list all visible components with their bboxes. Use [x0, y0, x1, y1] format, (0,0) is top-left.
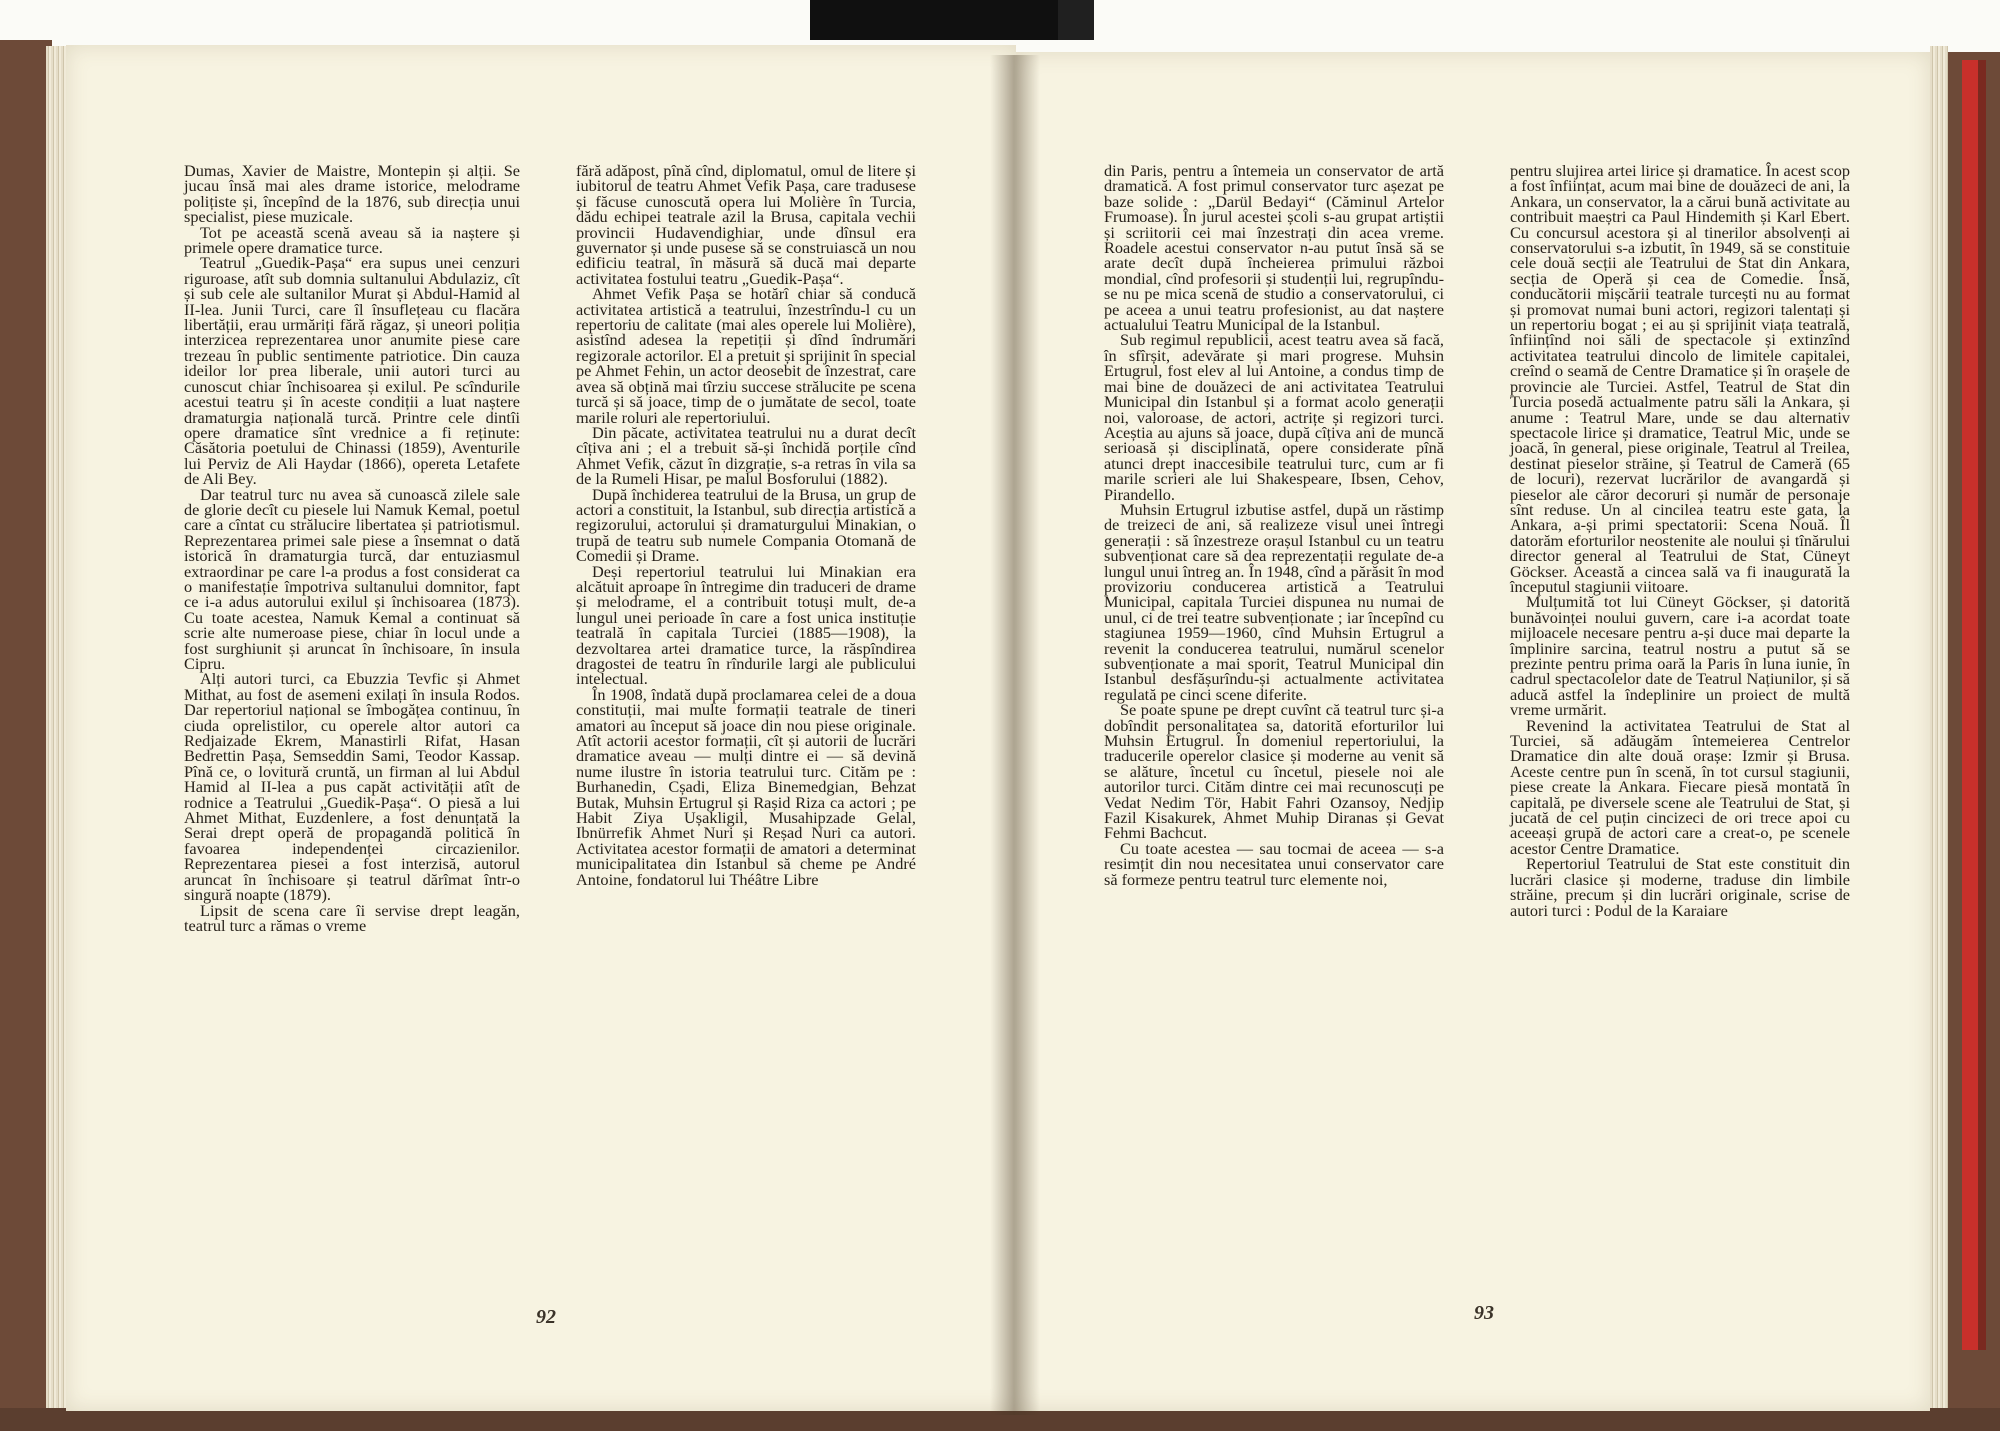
right-page-column-2: [1510, 163, 1850, 918]
top-dark-band-left: [810, 0, 1058, 40]
paragraph: După închiderea teatrului de la Brusa, un grup de actori a constituit, la Istanbul, sub direcția artistică a regizorului, actorului și dramaturgului Minakian, o trupă de teatru sub numele Compania Otomană de Comedii și Drame.: [576, 484, 916, 566]
book-cover-left: [0, 40, 52, 1431]
paragraph: Din păcate, activitatea teatrului nu a durat decît cîțiva ani ; el a trebuit să-și închidă porțile cînd Ahmet Vefik, căzut în dizgrație, s-a retras în vila sa de la Rumeli Hisar, pe malul Bosforului (1882).: [576, 422, 916, 489]
left-page-column-1: [184, 163, 520, 933]
right-page-column-1: [1104, 163, 1444, 887]
paragraph: Dumas, Xavier de Maistre, Montepin și alții. Se jucau însă mai ales drame istorice, melodrame polițiste și, începînd de la 1876, sub direcția unui specialist, piese muzicale.: [184, 161, 520, 227]
paragraph: Deși repertoriul teatrului lui Minakian era alcătuit aproape în întregime din traduceri de drame și melodrame, el a contribuit totuși mult, de-a lungul unei perioade în care a fost unica instituție teatrală în capitala Turciei (1885—1908), la dezvoltarea artei dramatice turce, la răspîndirea dragostei de teatru în rîndurile largi ale publicului intelectual.: [576, 561, 916, 689]
paragraph: Cu toate acestea — sau tocmai de aceea — s-a resimțit din nou necesitatea unui conservator care să formeze pentru teatrul turc elemente noi,: [1104, 838, 1444, 889]
paragraph: Muhsin Ertugrul izbutise astfel, după un răstimp de treizeci de ani, să realizeze visul unei întregi generații : să înzestreze orașul Istanbul cu un teatru subvenționat care să dea reprezentații regulate de-a lungul unui întreg an. În 1948, cînd a părăsit în mod provizoriu conducerea artistică a Teatrului Municipal, capitala Turciei dispunea nu numai de unul, ci de trei teatre subvenționate ; iar începînd cu stagiunea 1959—1960, cînd Muhsin Ertugrul a revenit la conducerea teatrului, numărul scenelor subvenționate a mai sporit, Teatrul Municipal din Istanbul desfășurîndu-și actualmente activitatea regulată pe cinci scene diferite.: [1104, 499, 1444, 704]
page-number-left: 92: [536, 1306, 556, 1328]
paragraph: din Paris, pentru a întemeia un conservator de artă dramatică. A fost primul conservator turc așezat pe baze solide : „Darül Bedayi“ (Căminul Artelor Frumoase). În jurul acestei școli s-au grupat artiștii și scriitorii cei mai înzestrați din acea vreme. Roadele acestui conservator n-au putut însă să se arate decît după încheierea primului război mondial, cînd profesorii și studenții lui, regrupîndu-se nu pe mica scenă de studio a conservatorului, ci pe aceea a unui teatru profesionist, au dat naștere actualului Teatru Municipal de la Istanbul.: [1104, 161, 1444, 335]
paragraph: Se poate spune pe drept cuvînt că teatrul turc și-a dobîndit personalitatea sa, datorită eforturilor lui Muhsin Ertugrul. În domeniul repertoriului, la traducerile operelor clasice și moderne au venit să se alăture, încetul cu încetul, piesele noi ale autorilor turci. Cităm dintre cei mai recunoscuți pe Vedat Nedim Tör, Habit Fahri Ozansoy, Nedjip Fazil Kisakurek, Ahmet Muhip Diranas și Gevat Fehmi Bachcut.: [1104, 700, 1444, 843]
page-edges-left: [46, 46, 66, 1416]
paragraph: Revenind la activitatea Teatrului de Stat al Turciei, să adăugăm întemeierea Centrelor Dramatice din alte două orașe: Izmir și Brusa. Aceste centre pun în scenă, în tot cursul stagiunii, piese create la Ankara. Fiecare piesă montată în capitală, pe diversele scene ale Teatrului de Stat, și jucată de cel puțin cincizeci de ori trece apoi cu aceeași grupă de actori care a creat-o, pe scenele acestor Centre Dramatice.: [1510, 715, 1850, 858]
paragraph: Teatrul „Guedik-Pașa“ era supus unei cenzuri riguroase, atît sub domnia sultanului Abdulaziz, cît și sub cele ale sultanilor Murat și Abdul-Hamid al II-lea. Junii Turci, care îl însuflețeau cu flacăra libertății, erau urmăriți fără răgaz, și uneori poliția interzicea reprezentarea unor anumite piese care trezeau în public sentimente patriotice. Din cauza ideilor lor prea liberale, unii autori turci au cunoscut chiar închisoarea și exilul. Pe scîndurile acestui teatru și în aceste condiții a luat naștere dramaturgia națională turcă. Printre cele dintîi opere dramatice sînt vrednice a fi reținute: Căsătoria poetului de Chinassi (1859), Aventurile lui Perviz de Ali Haydar (1866), opereta Letafete de Ali Bey.: [184, 253, 520, 489]
page-number-right: 93: [1474, 1302, 1494, 1324]
left-page-column-2: [576, 163, 916, 887]
paragraph: pentru slujirea artei lirice și dramatice. În acest scop a fost înființat, acum mai bine de douăzeci de ani, la Ankara, un conservator, la a cărui bună activitate au contribuit maeștri ca Paul Hindemith și Karl Ebert. Cu concursul acestora și al tinerilor absolvenți ai conservatorului s-a izbutit, în 1949, să se constituie cele două secții ale Teatrului de Stat din Ankara, secția de Operă și cea de Comedie. Însă, conducătorii mișcării teatrale turcești nu au format și promovat numai buni actori, regizori talentați și un repertoriu bogat ; ei au și sprijinit viața teatrală, înființînd noi săli de spectacole și extinzînd activitatea teatrului dincolo de limitele capitalei, creînd o seamă de Centre Dramatice și în orașele de provincie ale Turciei. Astfel, Teatrul de Stat din Turcia posedă actualmente patru săli la Ankara, și anume : Teatrul Mare, unde se dau alternativ spectacole lirice și dramatice, Teatrul Mic, unde se joacă, în general, piese originale, Teatrul al Treilea, destinat pieselor străine, și Teatrul de Cameră (65 de locuri), rezervat lucrărilor de avangardă și pieselor ale căror decoruri și număr de personaje sînt reduse. Un al cincilea teatru este gata, la Ankara, a-și primi spectatorii: Scena Nouă. Îl datorăm eforturilor neostenite ale noului și tînărului director general al Teatrului de Stat, Cüneyt Göckser. Această a cincea sală va fi inaugurată la începutul stagiunii viitoare.: [1510, 161, 1850, 596]
paragraph: Tot pe această scenă aveau să ia naștere și primele opere dramatice turce.: [184, 222, 520, 258]
paragraph: Sub regimul republicii, acest teatru avea să facă, în sfîrșit, adevărate și mari progrese. Muhsin Ertugrul, fost elev al lui Antoine, a condus timp de mai bine de douăzeci de ani activitatea Teatrului Municipal din Istanbul și a format acolo generații noi, valoroase, de actori, actrițe și regizori turci. Aceștia au ajuns să joace, după cîțiva ani de muncă serioasă și disciplinată, opere considerate pînă atunci drept inaccesibile teatrului turc, cum ar fi marile scrieri ale lui Shakespeare, Ibsen, Cehov, Pirandello.: [1104, 330, 1444, 504]
bookmark-ribbon-shade: [1978, 60, 1986, 1350]
top-dark-band-right: [1058, 0, 1094, 40]
bookmark-ribbon: [1962, 60, 1978, 1350]
paragraph: Ahmet Vefik Pașa se hotărî chiar să conducă activitatea artistică a teatrului, înzestrîndu-l cu un repertoriu de calitate (mai ales operele lui Molière), asistînd adesea la repetiții și dînd îndrumări regizorale actorilor. El a pretuit și sprijinit în special pe Ahmet Fehin, un actor deosebit de înzestrat, care avea să obțină mai tîrziu succese strălucite pe scena turcă și să joace, timp de o jumătate de secol, toate marile roluri ale repertoriului.: [576, 284, 916, 427]
paragraph: Repertoriul Teatrului de Stat este constituit din lucrări clasice și moderne, traduse din limbile străine, precum și din lucrări originale, scrise de autori turci : Podul de la Karaiare: [1510, 854, 1850, 920]
paragraph: Alți autori turci, ca Ebuzzia Tevfic și Ahmet Mithat, au fost de asemeni exilați în insula Rodos. Dar repertoriul național se îmbogățea continuu, în ciuda oprelistilor, cu operele altor autori ca Redjaizade Ekrem, Manastirli Rifat, Hasan Bedrettin Pașa, Semseddin Sami, Teodor Kassap. Pînă ce, o lovitură cruntă, un firman al lui Abdul Hamid al II-lea a pus capăt activității atît de rodnice a Teatrului „Guedik-Pașa“. O piesă a lui Ahmet Mithat, Euzdenlere, a fost denunțată la Serai drept operă de propagandă politică în favoarea independenței circazienilor. Reprezentarea piesei a fost interzisă, autorul aruncat în închisoare și teatrul dărîmat într-o singură noapte (1879).: [184, 669, 520, 905]
gutter-fold: [990, 55, 1040, 1415]
paragraph: Lipsit de scena care îi servise drept leagăn, teatrul turc a rămas o vreme: [184, 900, 520, 935]
paragraph: În 1908, îndată după proclamarea celei de a doua constituții, mai multe formații teatrale de tineri amatori au început să joace din nou piese originale. Atît actorii acestor formații, cît și autorii de lucrări dramatice aveau — mulți dintre ei — să devină nume ilustre în istoria teatrului turc. Cităm pe : Burhanedin, Cșadi, Eliza Binemedgian, Behzat Butak, Muhsin Ertugrul și Rașid Riza ca actori ; pe Habit Ziya Ușakligil, Musahipzade Gelal, Ibnürrefik Ahmet Nuri și Reșad Nuri ca autori. Activitatea acestor formații de amatori a determinat municipalitatea din Istanbul să cheme pe André Antoine, fondatorul lui Théâtre Libre: [576, 684, 916, 889]
paragraph: Mulțumită tot lui Cüneyt Göckser, și datorită bunăvoinței noului guvern, care i-a acordat toate mijloacele necesare pentru a-și duce mai departe la împlinire sarcina, teatrul nostru a putut să se prezinte pentru prima oară la Paris în luna iunie, în cadrul spectacolelor date de Teatrul Națiunilor, și să aducă astfel la îndeplinire un proiect de multă vreme urmărit.: [1510, 592, 1850, 720]
paragraph: Dar teatrul turc nu avea să cunoască zilele sale de glorie decît cu piesele lui Namuk Kemal, poetul care a cîntat cu strălucire libertatea și patriotismul. Reprezentarea primei sale piese a însemnat o dată istorică în dramaturgia turcă, dar entuziasmul extraordinar pe care l-a produs a fost considerat ca o manifestație împotriva sultanului domnitor, fapt ce i-a adus autorului exilul și închisoarea (1873). Cu toate acestea, Namuk Kemal a continuat să scrie alte numeroase piese, chiar în locul unde a fost surghiunit și aruncat în închisoare, în insula Cipru.: [184, 484, 520, 673]
page-edges-right: [1930, 46, 1948, 1416]
paragraph: fără adăpost, pînă cînd, diplomatul, omul de litere și iubitorul de teatru Ahmet Vefik Pașa, care tradusese și făcuse cunoscută opera lui Molière în Turcia, dădu echipei teatrale azil la Brusa, capitala vechii provincii Hudavendighiar, unde dînsul era guvernator și unde pusese să se construiască un nou edificiu teatral, în măsură să ducă mai departe activitatea fostului teatru „Guedik-Pașa“.: [576, 161, 916, 288]
